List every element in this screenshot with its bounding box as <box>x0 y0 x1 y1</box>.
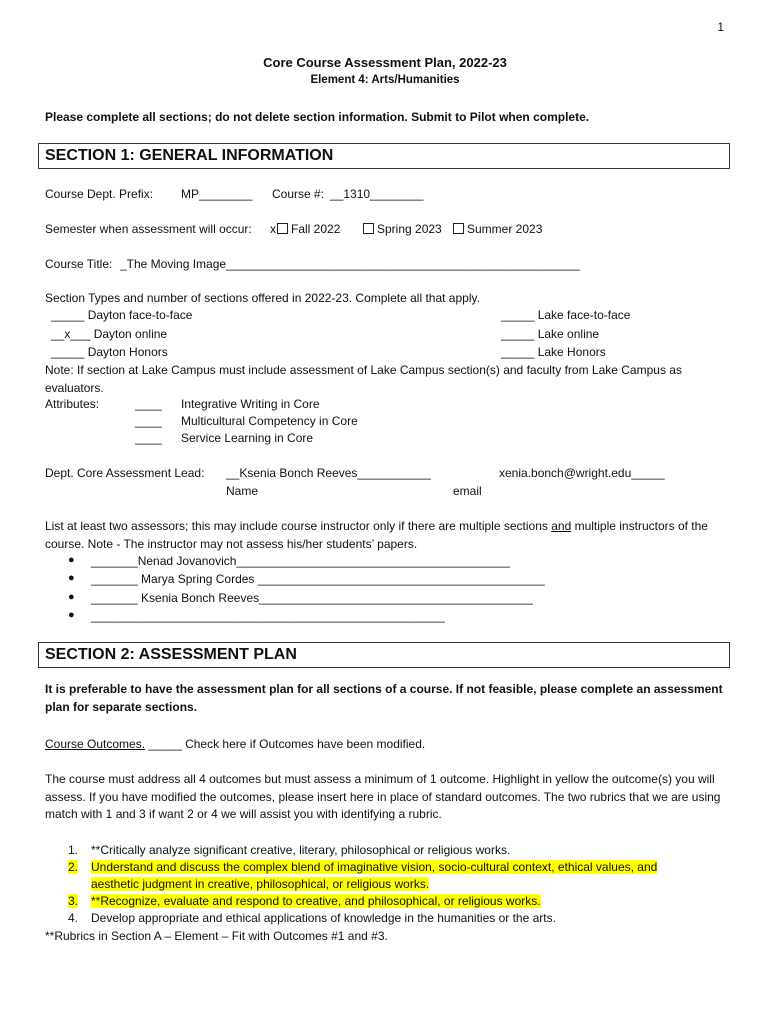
outcome-3-number: 3. <box>68 894 79 908</box>
attribute-label-2: Multicultural Competency in Core <box>181 414 358 428</box>
lake-f2f-option[interactable]: _____ Lake face-to-face <box>501 308 631 322</box>
lake-campus-note: Note: If section at Lake Campus must include assessment of Lake Campus section(s) and faculty from Lake Campus as evaluators. <box>45 363 682 395</box>
course-number-field[interactable]: __1310________ <box>330 187 424 201</box>
course-dept-label: Course Dept. Prefix: <box>45 187 154 201</box>
semester-summer-label: Summer 2023 <box>467 222 543 236</box>
dayton-f2f-option[interactable]: _____ Dayton face-to-face <box>51 308 193 322</box>
section-types-intro: Section Types and number of sections offered in 2022-23. Complete all that apply. <box>45 291 480 305</box>
attribute-blank-1[interactable]: ____ <box>135 397 162 411</box>
outcomes-modified-check[interactable]: _____ Check here if Outcomes have been modified. <box>145 737 426 751</box>
semester-mark: x <box>270 222 276 236</box>
course-dept-field[interactable]: MP________ <box>181 187 253 201</box>
lead-label: Dept. Core Assessment Lead: <box>45 466 205 480</box>
outcome-3-text: **Recognize, evaluate and respond to creative, and philosophical, or religious works. <box>91 894 541 908</box>
checkbox-icon[interactable] <box>363 223 374 234</box>
course-title-field[interactable]: _The Moving Image_____________________________________________________ <box>120 257 580 271</box>
course-title-label: Course Title: <box>45 257 113 271</box>
section-1-title: SECTION 1: GENERAL INFORMATION <box>45 147 334 164</box>
document-subtitle: Element 4: Arts/Humanities <box>310 74 460 86</box>
dayton-honors-option[interactable]: _____ Dayton Honors <box>51 345 168 359</box>
semester-option-summer[interactable] <box>452 222 542 236</box>
semester-label: Semester when assessment will occur: <box>45 222 252 236</box>
outcome-1-number: 1. <box>68 843 79 857</box>
instruction-text: Please complete all sections; do not delete section information. Submit to Pilot when complete. <box>45 110 590 124</box>
outcomes-paragraph: The course must address all 4 outcomes but must assess a minimum of 1 outcome. Highlight in yellow the outcome(s) you will assess. If you have modified the outcomes, please insert here in place of standard outcomes. The two rubrics that we are using match with 1 and 3 if want 2 or 4 we will assist you with identifying a rubric. <box>45 772 721 821</box>
document-title: Core Course Assessment Plan, 2022-23 <box>263 55 507 70</box>
page-number: 1 <box>717 20 724 34</box>
bullet-icon: ● <box>68 609 75 621</box>
assessor-3-field[interactable]: _______ Ksenia Bonch Reeves_________________________________________ <box>91 591 533 605</box>
assessor-1-field[interactable]: _______Nenad Jovanovich_________________________________________ <box>91 554 511 568</box>
outcome-4-text: Develop appropriate and ethical applications of knowledge in the humanities or the arts. <box>91 911 556 925</box>
semester-option-spring[interactable] <box>362 222 442 236</box>
section-1-header <box>38 143 730 169</box>
assessor-4-field[interactable]: _____________________________________________________ <box>91 609 445 623</box>
outcome-4-number: 4. <box>68 911 79 925</box>
assessor-2-field[interactable]: _______ Marya Spring Cordes ___________________________________________ <box>91 572 545 586</box>
attribute-blank-2[interactable]: ____ <box>135 414 162 428</box>
lead-name-field[interactable]: __Ksenia Bonch Reeves___________ <box>226 466 431 480</box>
lead-email-field[interactable]: xenia.bonch@wright.edu_____ <box>499 466 665 480</box>
checkbox-icon[interactable] <box>277 223 288 234</box>
semester-fall-label: Fall 2022 <box>291 222 341 236</box>
lake-online-option[interactable]: _____ Lake online <box>501 327 600 341</box>
dayton-online-option[interactable]: __x___ Dayton online <box>51 327 168 341</box>
attribute-blank-3[interactable]: ____ <box>135 431 162 445</box>
section-2-header <box>38 642 730 668</box>
checkbox-icon[interactable] <box>453 223 464 234</box>
name-caption: Name <box>226 484 259 498</box>
bullet-icon: ● <box>68 591 75 603</box>
outcome-2-text-continued: aesthetic judgment in creative, philosophical, or religious works. <box>91 877 430 891</box>
outcome-1-text: **Critically analyze significant creative, literary, philosophical or religious works. <box>91 843 511 857</box>
course-outcomes-row <box>45 737 425 751</box>
bullet-icon: ● <box>68 554 75 566</box>
rubric-note: **Rubrics in Section A – Element – Fit with Outcomes #1 and #3. <box>45 929 388 943</box>
attributes-label: Attributes: <box>45 397 100 411</box>
attribute-label-1: Integrative Writing in Core <box>181 397 320 411</box>
outcome-2-text: Understand and discuss the complex blend of imaginative vision, socio-cultural context, ethical values, and <box>91 860 658 874</box>
course-outcomes-label: Course Outcomes. <box>45 737 146 751</box>
assessment-preference-note: It is preferable to have the assessment plan for all sections of a course. If not feasible, please complete an assessment plan for separate sections. <box>45 682 723 714</box>
course-number-label: Course #: <box>272 187 325 201</box>
email-caption: email <box>453 484 482 498</box>
semester-option-fall[interactable] <box>270 222 340 236</box>
lake-honors-option[interactable]: _____ Lake Honors <box>501 345 606 359</box>
attribute-label-3: Service Learning in Core <box>181 431 314 445</box>
section-2-title: SECTION 2: ASSESSMENT PLAN <box>45 646 297 663</box>
outcome-2-number: 2. <box>68 860 79 874</box>
semester-spring-label: Spring 2023 <box>377 222 442 236</box>
bullet-icon: ● <box>68 572 75 584</box>
assessors-instructions: List at least two assessors; this may include course instructor only if there are multiple sections and multiple instructors of the course. Note - The instructor may not assess his/her students’ papers. <box>45 519 708 551</box>
